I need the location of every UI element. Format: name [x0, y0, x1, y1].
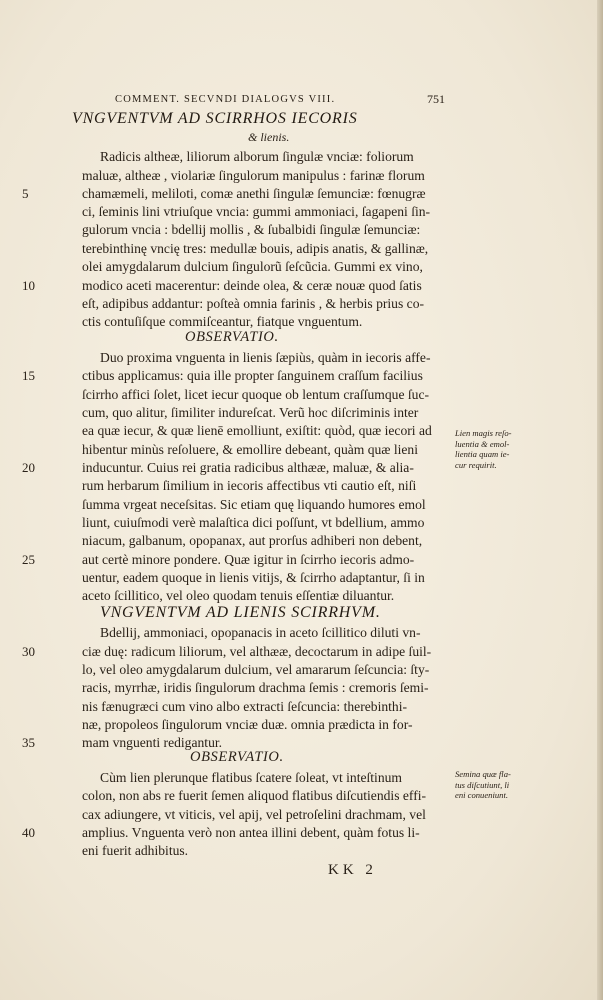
margin-note: Semina quæ fla- tus diſcutiunt, li eni conueniunt.: [455, 769, 511, 800]
text-line: Cùm lien plerunque flatibus ſcatere ſoleat, vt inteſtinum: [100, 770, 403, 785]
page-edge: [597, 0, 603, 1000]
text-line: chamæmeli, meliloti, comæ anethi ſingulæ ſemunciæ: fœnugræ: [82, 186, 426, 201]
text-line: maluæ, altheæ , violariæ ſingulorum manipulus : farinæ florum: [82, 168, 425, 183]
text-line: liunt, cuiuſmodi verè malaſtica dici poſſunt, vt bdellium, ammo: [82, 515, 425, 530]
text-line: colon, non abs re fuerit ſemen aliquod flatibus diſcutiendis effi-: [82, 788, 427, 803]
line-number: 20: [22, 460, 35, 475]
text-line: eſt, adipibus addantur: poſteà omnia farinis , & herbis prius co-: [82, 296, 425, 311]
text-line: cax adiungere, vt viticis, vel apij, vel petroſelini drachmam, vel: [82, 807, 426, 822]
observatio-heading: OBSERVATIO.: [185, 329, 279, 345]
text-line: inducuntur. Cuius rei gratia radicibus althææ, maluæ, & alia-: [82, 460, 414, 475]
text-line: ctibus applicamus: quia ille propter ſanguinem craſſum facilius: [82, 368, 423, 383]
text-line: amplius. Vnguenta verò non antea illini debent, quàm fotus li-: [82, 825, 420, 840]
text-line: terebinthinę vncię tres: medullæ bouis, adipis anatis, & gallinæ,: [82, 241, 429, 256]
text-line: uentur, eadem quoque in lienis vitijs, & ſcirrho adaptantur, ſi in: [82, 570, 425, 585]
text-line: rum herbarum ſimilium in iecoris affectibus vti cautio eſt, niſi: [82, 478, 417, 493]
text-line: hibentur minùs reſoluere, & emollire debeant, quàm quæ lieni: [82, 442, 418, 457]
text-line: nis fænugræci cum vino albo extracti ſeſcuncia: therebinthi-: [82, 699, 408, 714]
text-line: Duo proxima vnguenta in lienis ſæpiùs, quàm in iecoris affe-: [100, 350, 431, 365]
text-line: cum, quo alitur, ſimiliter indureſcat. Verũ hoc diſcriminis inter: [82, 405, 419, 420]
line-number: 5: [22, 186, 29, 201]
line-number: 30: [22, 644, 35, 659]
running-head: [115, 94, 445, 105]
line-number: 40: [22, 825, 35, 840]
section-subheading: & lienis.: [248, 130, 290, 144]
text-line: mam vnguenti redigantur.: [82, 735, 223, 750]
line-number: 10: [22, 278, 35, 293]
section-heading-lienis: VNGVENTVM AD LIENIS SCIRRHVM.: [100, 604, 381, 621]
text-line: racis, myrrhæ, iridis ſingulorum drachma ſemis : cremoris ſemi-: [82, 680, 429, 695]
text-line: ſcirrho affici ſolet, licet iecur quoque ob lentum craſſumque ſuc-: [82, 387, 430, 402]
text-line: næ, propoleos ſingulorum vnciæ duæ. omnia prædicta in for-: [82, 717, 413, 732]
text-line: Bdellij, ammoniaci, opopanacis in aceto ſcillitico diluti vn-: [100, 625, 421, 640]
text-line: aceto ſcillitico, vel oleo quodam tenuis eſſentiæ diluantur.: [82, 588, 395, 603]
text-line: ctis contuſiſque commiſceantur, fiatque vnguentum.: [82, 314, 363, 329]
section-heading-iecoris: VNGVENTVM AD SCIRRHOS IECORIS: [72, 110, 358, 127]
page-number: 751: [427, 92, 445, 106]
text-line: ſumma vrgeat neceſsitas. Sic etiam quę liquando humores emol: [82, 497, 426, 512]
text-line: Radicis altheæ, liliorum alborum ſingulæ vnciæ: foliorum: [100, 149, 414, 164]
text-line: eni fuerit adhibitus.: [82, 843, 189, 858]
line-number: 25: [22, 552, 35, 567]
signature-mark: KK 2: [328, 862, 377, 878]
text-line: olei amygdalarum dulcium ſingulorũ ſeſcũcia. Gummi ex vino,: [82, 259, 423, 274]
text-line: ci, ſeminis lini vtriuſque vncia: gummi ammoniaci, ſagapeni ſin-: [82, 204, 431, 219]
observatio-heading: OBSERVATIO.: [190, 749, 284, 765]
text-line: aut certè minore pondere. Quæ igitur in ſcirrho iecoris admo-: [82, 552, 415, 567]
running-head-title: COMMENT. SECVNDI DIALOGVS VIII.: [115, 94, 336, 105]
text-line: modico aceti macerentur: deinde olea, & ceræ nouæ quod ſatis: [82, 278, 422, 293]
text-line: gulorum vncia : bdellij mollis , & ſubalbidi ſingulæ ſemunciæ:: [82, 222, 421, 237]
line-number: 35: [22, 735, 35, 750]
line-number: 15: [22, 368, 35, 383]
margin-note: Lien magis reſo- luentia & emol- lientia quam ie- cur requirit.: [455, 428, 512, 470]
text-line: niacum, galbanum, opopanax, aut prorſus adhiberi non debent,: [82, 533, 423, 548]
text-line: ciæ duę: radicum liliorum, vel althææ, decoctarum in adipe ſuil-: [82, 644, 432, 659]
text-line: ea quæ iecur, & quæ lienē emolliunt, exiſtit: quòd, quæ iecori ad: [82, 423, 432, 438]
text-line: lo, vel oleo amygdalarum dulcium, vel amararum ſeſcuncia: ſty-: [82, 662, 430, 677]
